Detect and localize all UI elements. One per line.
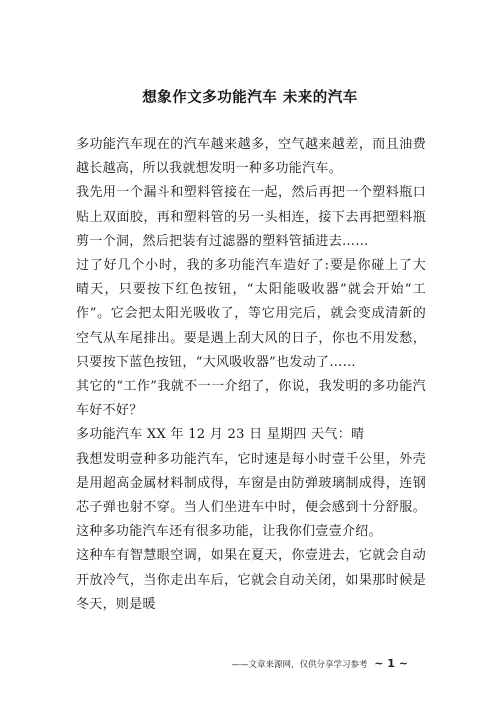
document-title: 想象作文多功能汽车 未来的汽车 — [142, 90, 358, 106]
paragraph: 我想发明壹种多功能汽车，它时速是每小时壹千公里，外壳是用超高金属材料制成得，车窗是由防弹玻璃制成得，连钢芯子弹也射不穿。当人们坐进车中时，便会感到十分舒服。这种多功能汽车还有很多功能，让我你们壹壹介绍。 — [76, 451, 426, 540]
document-body — [76, 133, 426, 617]
paragraph: 多功能汽车现在的汽车越来越多，空气越来越差，而且油费越长越高，所以我就想发明一种多功能汽车。 — [76, 137, 426, 177]
paragraph: 我先用一个漏斗和塑料管接在一起，然后再把一个塑料瓶口贴上双面胶，再和塑料管的另一头相连，接下去再把塑料瓶剪一个洞，然后把装有过滤器的塑料管插进去…… — [76, 185, 426, 249]
page-footer — [232, 657, 408, 670]
paragraph: 过了好几个小时，我的多功能汽车造好了:要是你碰上了大晴天，只要按下红色按钮，“太阳能吸收器”就会开始“工作”。它会把太阳光吸收了，等它用完后，就会变成清新的空气从车尾排出。要是遇上刮大风的日子，你也不用发愁，只要按下蓝色按钮，“大风吸收器”也发动了…… — [76, 258, 426, 370]
page-number: ~ 1 ~ — [374, 657, 408, 670]
paragraph: 这种车有智慧眼空调，如果在夏天，你壹进去，它就会自动开放冷气，当你走出车后，它就会自动关闭，如果那时候是冬天，则是暖 — [76, 548, 426, 612]
paragraph: 其它的“工作”我就不一一介绍了，你说，我发明的多功能汽车好不好？ — [76, 379, 426, 419]
paragraph: 多功能汽车 XX 年 12 月 23 日 星期四 天气：晴 — [76, 427, 365, 443]
footer-note: ——文章来源网，仅供分享学习参考 — [231, 660, 368, 670]
